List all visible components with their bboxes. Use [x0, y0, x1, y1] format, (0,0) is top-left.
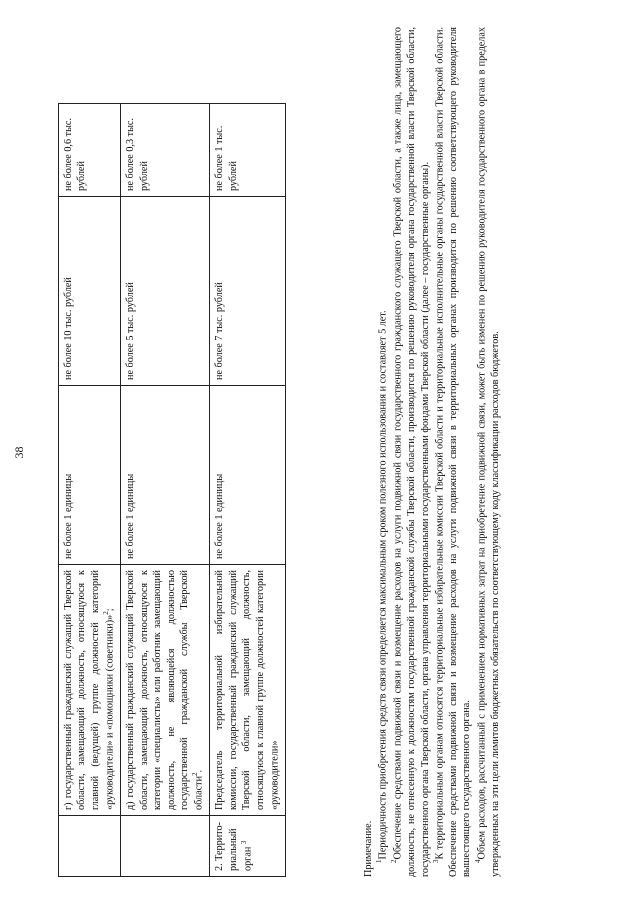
note-item: $^1$Периодичность приобретения средств связи определяется максимальным сроком полезного использования и составляет 5 лет. [375, 310, 389, 863]
position-cell: д) государственный гражданский служащий Тверской области, замещающий должность, относящуюся к категории «специалисты» или работник замещающий должность, не являющейся должностью государственной гражданской службы Тверской области$^2$. [121, 565, 210, 816]
monthly-cost-cell: не более 0,6 тыс. рублей [59, 104, 121, 197]
table-row [121, 104, 210, 877]
position-cell: Председатель территориальной избирательной комиссии, государственный гражданский служащий Тверской области, замещающий должность, относящуюся к главной группе должностей категории «руководители» [210, 565, 286, 816]
org-cell [59, 816, 121, 877]
count-cell: не более 1 единицы [59, 386, 121, 565]
device-cost-cell: не более 5 тыс. рублей [121, 197, 210, 386]
monthly-cost-cell: не более 1 тыс. рублей [210, 104, 286, 197]
device-cost-cell: не более 7 тыс. рублей [210, 197, 286, 386]
device-cost-cell: не более 10 тыс. рублей [59, 197, 121, 386]
costs-table [58, 103, 286, 877]
notes-heading: Примечание. [363, 820, 374, 877]
org-cell: 2. Террито-риальный орган $^3$ [210, 816, 286, 877]
monthly-cost-cell: не более 0,3 тыс. рублей [121, 104, 210, 197]
position-cell: г) государственный гражданский служащий Тверской области, замещающий должность, относящуюся к главной (ведущей) группе должностей категорий «руководители» и «помощники (советники)»$^2$; [59, 565, 121, 816]
org-cell [121, 816, 210, 877]
note-item: $^2$Обеспечение средствами подвижной связи и возмещение расходов на услуги подвижной связи государственного гражданского служащего Тверской области, а также лица, замещающего должность, не отнесенную к должностям государственной гражданской службы Тверской области, производится по решению руководителя органа государственной власти Тверской области, государственного органа Тверской области, органа управления территориальными государственными фондами Тверской области (далее – государственные органы). [390, 27, 431, 877]
count-cell: не более 1 единицы [121, 386, 210, 565]
table-row [210, 104, 286, 877]
count-cell: не более 1 единицы [210, 386, 286, 565]
note-item: $^4$Объем расходов, рассчитанный с применением нормативных затрат на приобретение подвижной связи, может быть изменен по решению руководителя государственного органа в пределах утвержденных на эти цели лимитов бюджетных обязательств по соответствующему коду классификации расходов бюджетов. [473, 27, 501, 877]
table-row [59, 104, 121, 877]
note-item: $^3$К территориальным органам относятся территориальные избирательные комиссии Тверской области и территориальные исполнительные органы государственной власти Тверской области. Обеспечение средствами подвижной связи и возмещение расходов на услуги подвижной связи в территориальных органах производится по решению соответствующего руководителя вышестоящего государственного органа. [432, 27, 473, 877]
page-number: 38 [12, 446, 26, 459]
notes-section [362, 27, 502, 877]
